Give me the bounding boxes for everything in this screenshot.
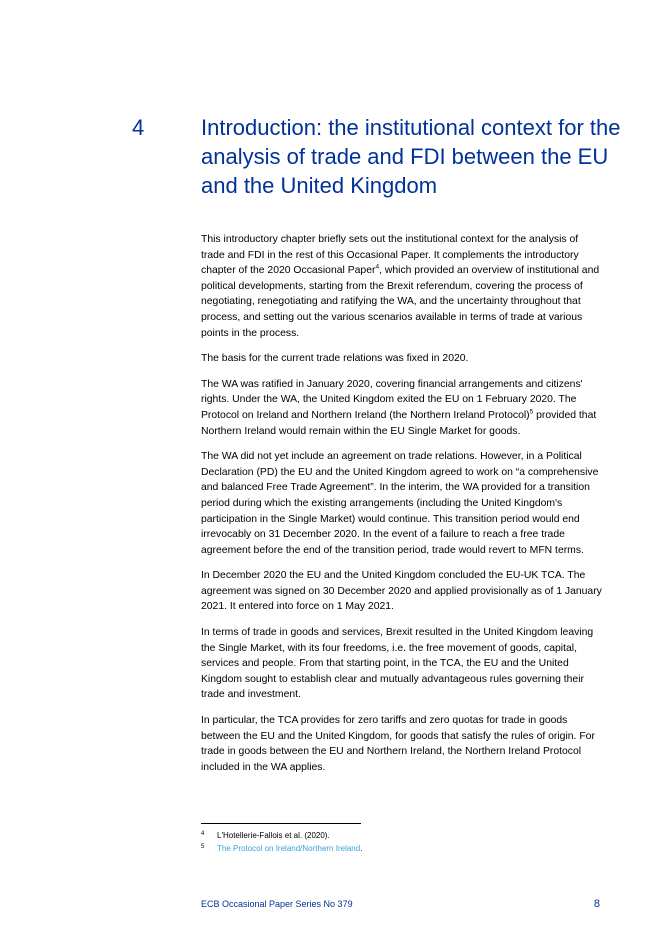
footnote: 5 The Protocol on Ireland/Northern Ireland. <box>201 842 601 855</box>
paragraph: In December 2020 the EU and the United Kingdom concluded the EU-UK TCA. The agreement was signed on 30 December 2020 and applied provisionally as of 1 January 2021. It entered into force on 1 May 2021. <box>201 570 602 613</box>
page-number: 8 <box>593 898 600 910</box>
footnote-number: 5 <box>201 844 205 850</box>
chapter-title: Introduction: the institutional context for the analysis of trade and FDI between the EU and the United Kingdom <box>201 115 621 198</box>
footer-series: ECB Occasional Paper Series No 379 <box>201 899 353 909</box>
paragraph: In particular, the TCA provides for zero tariffs and zero quotas for trade in goods between the EU and the United Kingdom, for goods that satisfy the rules of origin. For trade in goods between the EU and Northern Ireland, the Northern Ireland Protocol included in the WA applies. <box>201 715 595 773</box>
paragraph: The WA did not yet include an agreement on trade relations. However, in a Political Declaration (PD) the EU and the United Kingdom agreed to work on “a comprehensive and balanced Free Trade Agreement”. In the interim, the WA provided for a transition period during which the existing arrangements (including the United Kingdom's participation in the Single Market) would continue. This transition period would end irrevocably on 31 December 2020. In the event of a failure to reach a free trade agreement before the end of the transition period, trade would revert to MFN terms. <box>201 451 599 556</box>
footnote-divider <box>201 823 361 824</box>
footnote <box>201 829 601 842</box>
paragraph: The basis for the current trade relations was fixed in 2020. <box>201 353 469 365</box>
paragraph: This introductory chapter briefly sets out the institutional context for the analysis of trade and FDI in the rest of this Occasional Paper. It complements the introductory chapter of the 2020 Occasional Paper$^4$, which provided an overview of institutional and political developments, starting from the Brexit referendum, covering the process of negotiating, renegotiating and ratifying the WA, and the uncertainty throughout that process, and setting out the various scenarios available in terms of trade at various points in the process. <box>201 234 600 339</box>
chapter-number: 4 <box>132 115 145 140</box>
footnote-number: 4 <box>201 831 205 837</box>
body-text <box>201 232 603 785</box>
footnote-ref[interactable]: 5 <box>529 408 534 416</box>
paragraph: The WA was ratified in January 2020, covering financial arrangements and citizens' rights. Under the WA, the United Kingdom exited the EU on 1 February 2020. The Protocol on Ireland and Northern Ireland (the Northern Ireland Protocol)$^5$ provided that Northern Ireland would remain within the EU Single Market for goods. <box>201 378 597 437</box>
footnote-link[interactable]: The Protocol on Ireland/Northern Ireland <box>217 844 361 853</box>
footnote-text: L'Hotellerie-Fallois et al. (2020). <box>217 831 330 840</box>
paragraph: In terms of trade in goods and services, Brexit resulted in the United Kingdom leaving the Single Market, with its four freedoms, i.e. the free movement of goods, capital, services and people. From that starting point, in the TCA, the EU and the United Kingdom sought to establish clear and mutually advantageous rules governing their trade and investment. <box>201 627 594 701</box>
footnotes <box>201 829 601 855</box>
footnote-ref[interactable]: 4 <box>375 263 380 271</box>
